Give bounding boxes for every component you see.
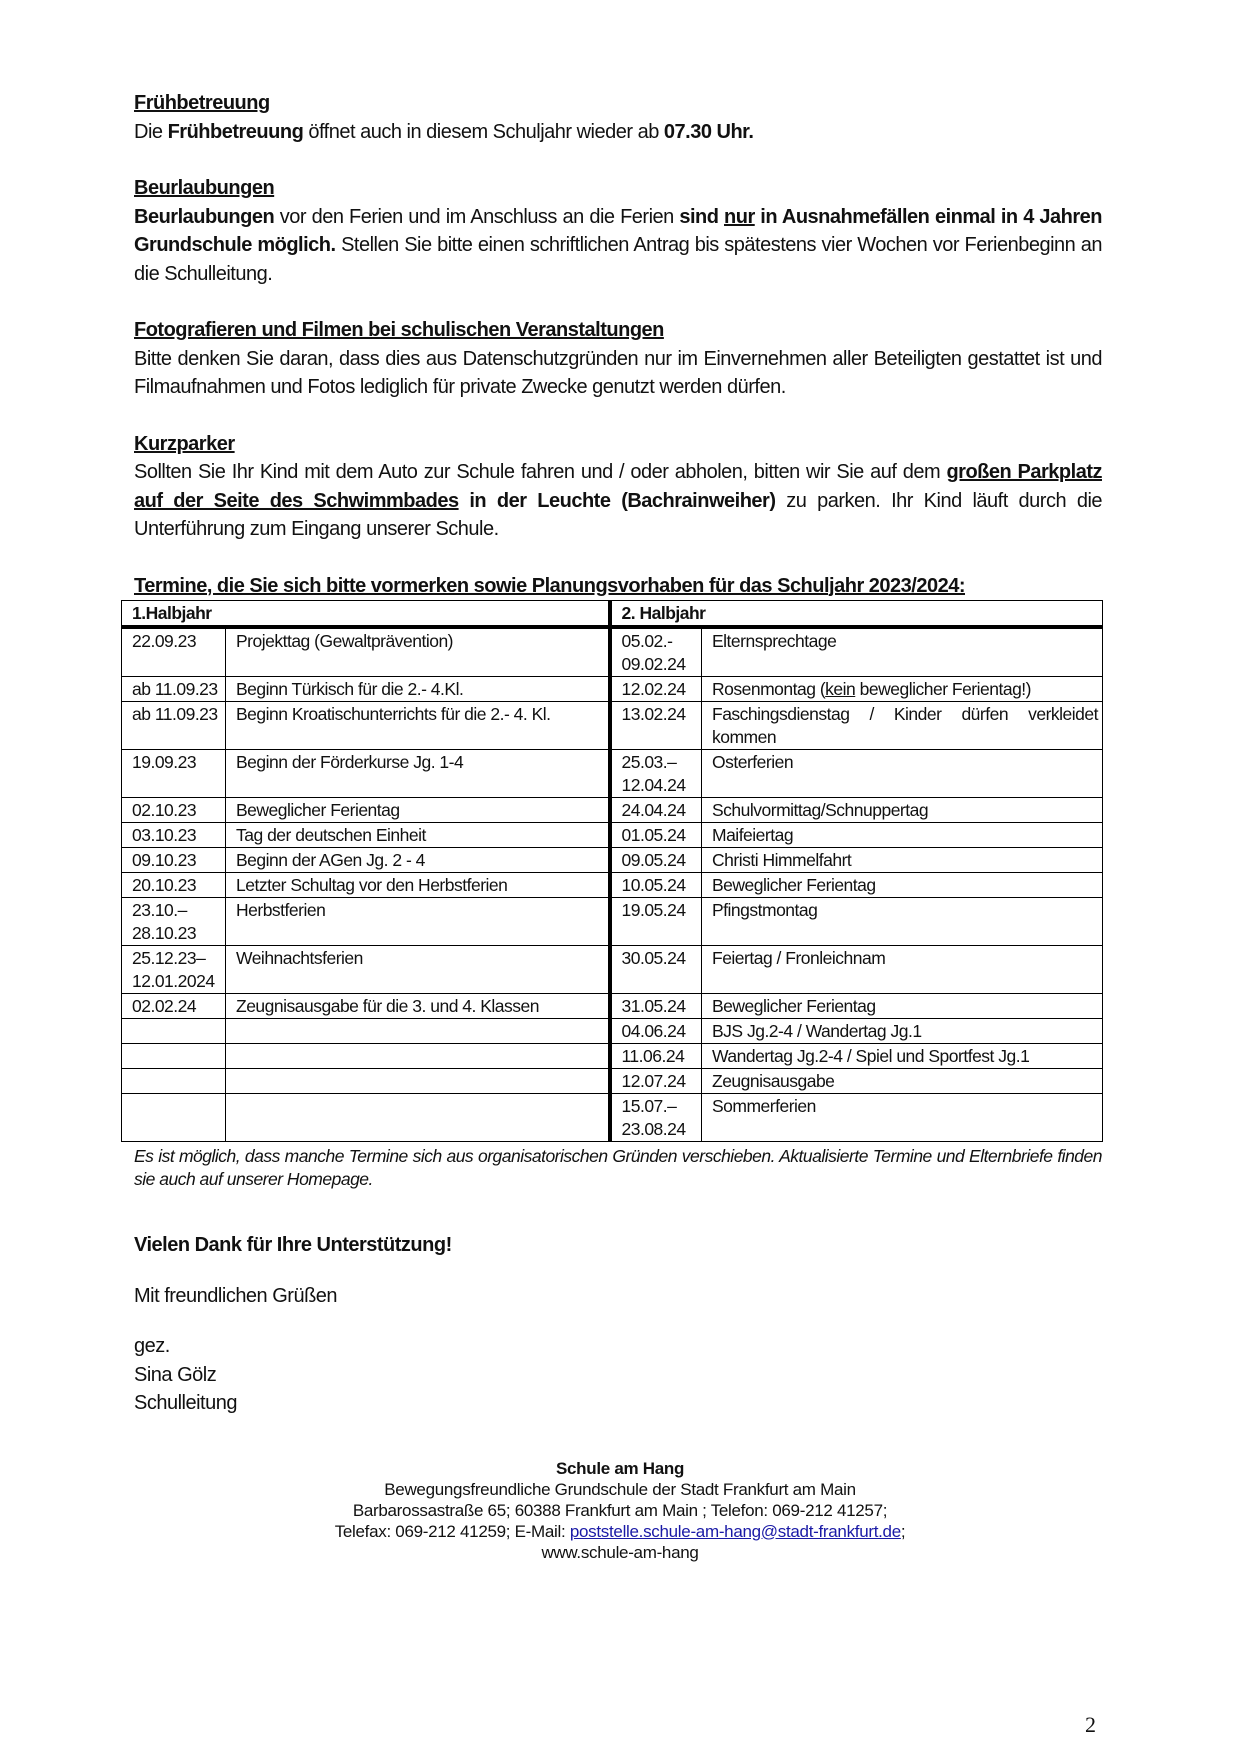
footer-school: Schule am Hang [555, 1458, 685, 1478]
date-cell-1: 22.09.23 [122, 627, 226, 677]
event-cell-1 [226, 1069, 610, 1094]
footer [0, 1458, 1240, 1563]
event-cell-1: Projekttag (Gewaltprävention) [226, 627, 610, 677]
date-cell-2: 15.07.– 23.08.24 [610, 1094, 702, 1142]
signer-name: Sina Gölz [134, 1363, 217, 1386]
footer-line3: Telefax: 069-212 41259; E-Mail: poststelle.schule-am-hang@stadt-frankfurt.de; [334, 1521, 906, 1541]
event-cell-1: Tag der deutschen Einheit [226, 823, 610, 848]
section-text: Die Frühbetreuung öffnet auch in diesem Schuljahr wieder ab 07.30 Uhr. [134, 120, 754, 143]
date-cell-1: 19.09.23 [122, 750, 226, 798]
table-row [122, 702, 1103, 750]
event-cell-2: Christi Himmelfahrt [702, 848, 1103, 873]
event-cell-2: Maifeiertag [702, 823, 1103, 848]
footer-line2: Barbarossastraße 65; 60388 Frankfurt am Main ; Telefon: 069-212 41257; [352, 1500, 888, 1520]
date-cell-1: 03.10.23 [122, 823, 226, 848]
section-fruehbetreuung [134, 89, 1102, 146]
date-cell-2: 30.05.24 [610, 946, 702, 994]
section-text: Beurlaubungen vor den Ferien und im Anschluss an die Ferien sind nur in Ausnahmefällen einmal in 4 Jahren Grundschule möglich. Stellen Sie bitte einen schriftlichen Antrag bis spätestens vier Wochen vor Ferienbeginn an die Schulleitung. [134, 205, 1102, 285]
event-cell-2: Wandertag Jg.2-4 / Spiel und Sportfest Jg.1 [702, 1044, 1103, 1069]
event-cell-1: Weihnachtsferien [226, 946, 610, 994]
event-cell-1 [226, 1094, 610, 1142]
table-row [122, 873, 1103, 898]
event-cell-2: Pfingstmontag [702, 898, 1103, 946]
table-row [122, 1069, 1103, 1094]
date-cell-1 [122, 1019, 226, 1044]
section-kurzparker [134, 430, 1102, 544]
page-number: 2 [1085, 1712, 1096, 1737]
table-row [122, 750, 1103, 798]
section-heading: Frühbetreuung [134, 92, 270, 114]
table-row [122, 848, 1103, 873]
event-cell-2: Beweglicher Ferientag [702, 994, 1103, 1019]
date-cell-2: 05.02.- 09.02.24 [610, 627, 702, 677]
termine-table [121, 600, 1103, 1142]
event-cell-1: Beginn Kroatischunterrichts für die 2.- 4. Kl. [226, 702, 610, 750]
event-cell-1: Beginn Türkisch für die 2.- 4.Kl. [226, 677, 610, 702]
signer-role: Schulleitung [134, 1392, 237, 1414]
event-cell-2: Beweglicher Ferientag [702, 873, 1103, 898]
footer-website: www.schule-am-hang [541, 1542, 699, 1562]
footer-line1: Bewegungsfreundliche Grundschule der Stadt Frankfurt am Main [384, 1479, 856, 1499]
termine-note: Es ist möglich, dass manche Termine sich aus organisatorischen Gründen verschieben. Aktualisierte Termine und Elternbriefe finden sie auch auf unserer Homepage. [134, 1146, 1102, 1189]
date-cell-1: 23.10.– 28.10.23 [122, 898, 226, 946]
event-cell-1 [226, 1044, 610, 1069]
event-cell-2: Elternsprechtage [702, 627, 1103, 677]
table-row [122, 946, 1103, 994]
table-row [122, 1044, 1103, 1069]
date-cell-2: 04.06.24 [610, 1019, 702, 1044]
event-cell-1: Beweglicher Ferientag [226, 798, 610, 823]
event-cell-2: Rosenmontag (kein beweglicher Ferientag!) [702, 677, 1103, 702]
date-cell-1: 25.12.23– 12.01.2024 [122, 946, 226, 994]
gez: gez. [134, 1335, 170, 1357]
date-cell-2: 19.05.24 [610, 898, 702, 946]
date-cell-2: 11.06.24 [610, 1044, 702, 1069]
date-cell-1 [122, 1044, 226, 1069]
event-cell-1: Letzter Schultag vor den Herbstferien [226, 873, 610, 898]
date-cell-2: 12.02.24 [610, 677, 702, 702]
event-cell-1: Beginn der AGen Jg. 2 - 4 [226, 848, 610, 873]
section-beurlaubungen [134, 174, 1102, 288]
table-row [122, 1094, 1103, 1142]
event-cell-2: Faschingsdienstag / Kinder dürfen verkleidet kommen [702, 702, 1103, 750]
header-halbjahr-1: 1.Halbjahr [122, 601, 610, 628]
header-halbjahr-2: 2. Halbjahr [610, 601, 1103, 628]
date-cell-2: 31.05.24 [610, 994, 702, 1019]
date-cell-1: 09.10.23 [122, 848, 226, 873]
section-heading: Kurzparker [134, 432, 235, 455]
table-row [122, 994, 1103, 1019]
section-text: Bitte denken Sie daran, dass dies aus Datenschutzgründen nur im Einvernehmen aller Beteiligten gestattet ist und Filmaufnahmen und Fotos lediglich für private Zwecke genutzt werden dürfen. [134, 347, 1102, 398]
greeting: Mit freundlichen Grüßen [134, 1284, 338, 1307]
event-cell-1: Zeugnisausgabe für die 3. und 4. Klassen [226, 994, 610, 1019]
date-cell-1: 02.10.23 [122, 798, 226, 823]
page-content [134, 89, 1102, 1563]
section-fotografieren [134, 316, 1102, 402]
table-row [122, 798, 1103, 823]
email-link[interactable]: poststelle.schule-am-hang@stadt-frankfurt.de [569, 1521, 901, 1541]
date-cell-2: 25.03.– 12.04.24 [610, 750, 702, 798]
date-cell-1: ab 11.09.23 [122, 702, 226, 750]
event-cell-2: Sommerferien [702, 1094, 1103, 1142]
table-row [122, 1019, 1103, 1044]
date-cell-2: 13.02.24 [610, 702, 702, 750]
termine-heading: Termine, die Sie sich bitte vormerken sowie Planungsvorhaben für das Schuljahr 2023/2024: [134, 574, 965, 597]
date-cell-1: 20.10.23 [122, 873, 226, 898]
event-cell-2: BJS Jg.2-4 / Wandertag Jg.1 [702, 1019, 1103, 1044]
section-heading: Beurlaubungen [134, 177, 275, 199]
table-row [122, 627, 1103, 677]
date-cell-1: ab 11.09.23 [122, 677, 226, 702]
table-row [122, 898, 1103, 946]
event-cell-2: Feiertag / Fronleichnam [702, 946, 1103, 994]
event-cell-2: Zeugnisausgabe [702, 1069, 1103, 1094]
table-row [122, 823, 1103, 848]
event-cell-2: Osterferien [702, 750, 1103, 798]
section-heading: Fotografieren und Filmen bei schulischen Veranstaltungen [134, 319, 664, 341]
date-cell-1 [122, 1069, 226, 1094]
table-row [122, 677, 1103, 702]
date-cell-1 [122, 1094, 226, 1142]
thanks: Vielen Dank für Ihre Unterstützung! [134, 1234, 452, 1256]
date-cell-2: 09.05.24 [610, 848, 702, 873]
event-cell-1: Beginn der Förderkurse Jg. 1-4 [226, 750, 610, 798]
event-cell-1 [226, 1019, 610, 1044]
date-cell-2: 12.07.24 [610, 1069, 702, 1094]
date-cell-2: 10.05.24 [610, 873, 702, 898]
section-text: Sollten Sie Ihr Kind mit dem Auto zur Schule fahren und / oder abholen, bitten wir Sie auf dem großen Parkplatz auf der Seite des Schwimmbades in der Leuchte (Bachrainweiher) zu parken. Ihr Kind läuft durch die Unterführung zum Eingang unserer Schule. [134, 461, 1103, 540]
event-cell-2: Schulvormittag/Schnuppertag [702, 798, 1103, 823]
event-cell-1: Herbstferien [226, 898, 610, 946]
date-cell-2: 24.04.24 [610, 798, 702, 823]
date-cell-1: 02.02.24 [122, 994, 226, 1019]
date-cell-2: 01.05.24 [610, 823, 702, 848]
